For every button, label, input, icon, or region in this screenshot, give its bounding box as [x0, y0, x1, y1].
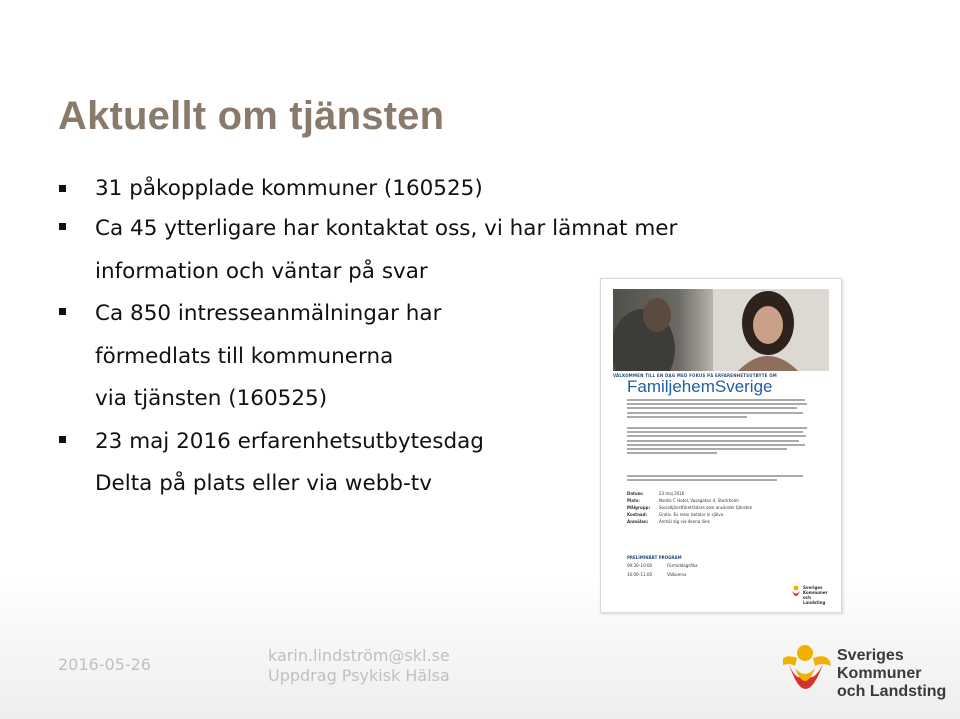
poster-program: PRELIMINÄRT PROGRAM 09:30–10:00 Förmiddagsfika 10:00–11:00 Välkomna [627, 555, 698, 577]
bullet-item: Ca 45 ytterligare har kontaktat oss, vi har lämnat mer [58, 208, 598, 251]
footer-date: 2016-05-26 [58, 655, 151, 674]
poster-logo-icon [791, 585, 801, 601]
poster-details-table [627, 491, 797, 526]
skl-logo-text: Sveriges Kommuner och Landsting [837, 647, 947, 700]
poster-paragraph [627, 475, 807, 483]
footer-project: Uppdrag Psykisk Hälsa [268, 666, 450, 685]
poster-photo [613, 289, 829, 371]
bullet-item-continuation: via tjänsten (160525) [95, 386, 328, 411]
poster-row: Anmälan: Anmäl dig via denna länk [627, 519, 710, 524]
poster-brand: FamiljehemSverige [627, 377, 773, 396]
poster-row: Kostnad: Gratis. Ev resor betalar ni själva. [627, 512, 725, 517]
poster-skl-logo: Sveriges Kommuner och Landsting [791, 585, 831, 603]
bullet-square-icon [59, 436, 66, 443]
poster-paragraph [627, 427, 807, 456]
skl-logo-icon [783, 644, 835, 706]
bullet-square-icon [59, 223, 66, 230]
bullet-item-continuation: förmedlats till kommunerna [95, 343, 394, 369]
poster-row: Datum: 23 maj 2016 [627, 491, 685, 496]
bullet-item: Ca 850 intresseanmälningar har [58, 293, 598, 336]
footer-email: karin.lindström@skl.se [268, 646, 450, 665]
poster-row: Plats: Nordic C Hotel, Vasagatan 4, Stockholm [627, 498, 739, 503]
poster-header: VÄLKOMMEN TILL EN DAG MED FOKUS PÅ ERFARENHETSUTBYTE OM [613, 373, 777, 378]
poster-photo-illustration [613, 289, 829, 371]
event-poster-image [600, 278, 842, 613]
poster-paragraph [627, 399, 807, 420]
poster-program-row: 10:00–11:00 Välkomna [627, 572, 687, 577]
bullet-square-icon [59, 185, 66, 192]
poster-row: Målgrupp: Socialtjänstföreträdare som använder tjänsten [627, 505, 753, 510]
bullet-item: 23 maj 2016 erfarenhetsutbytesdag [58, 421, 598, 464]
poster-program-row: 09:30–10:00 Förmiddagsfika [627, 563, 698, 568]
bullet-item: 31 påkopplade kommuner (160525) [58, 170, 598, 208]
bullet-item-continuation: Delta på plats eller via webb-tv [95, 471, 432, 496]
slide-title: Aktuellt om tjänsten [58, 94, 445, 138]
bullet-square-icon [59, 308, 66, 315]
bullet-item-continuation: information och väntar på svar [95, 258, 428, 284]
skl-logo [783, 644, 953, 704]
